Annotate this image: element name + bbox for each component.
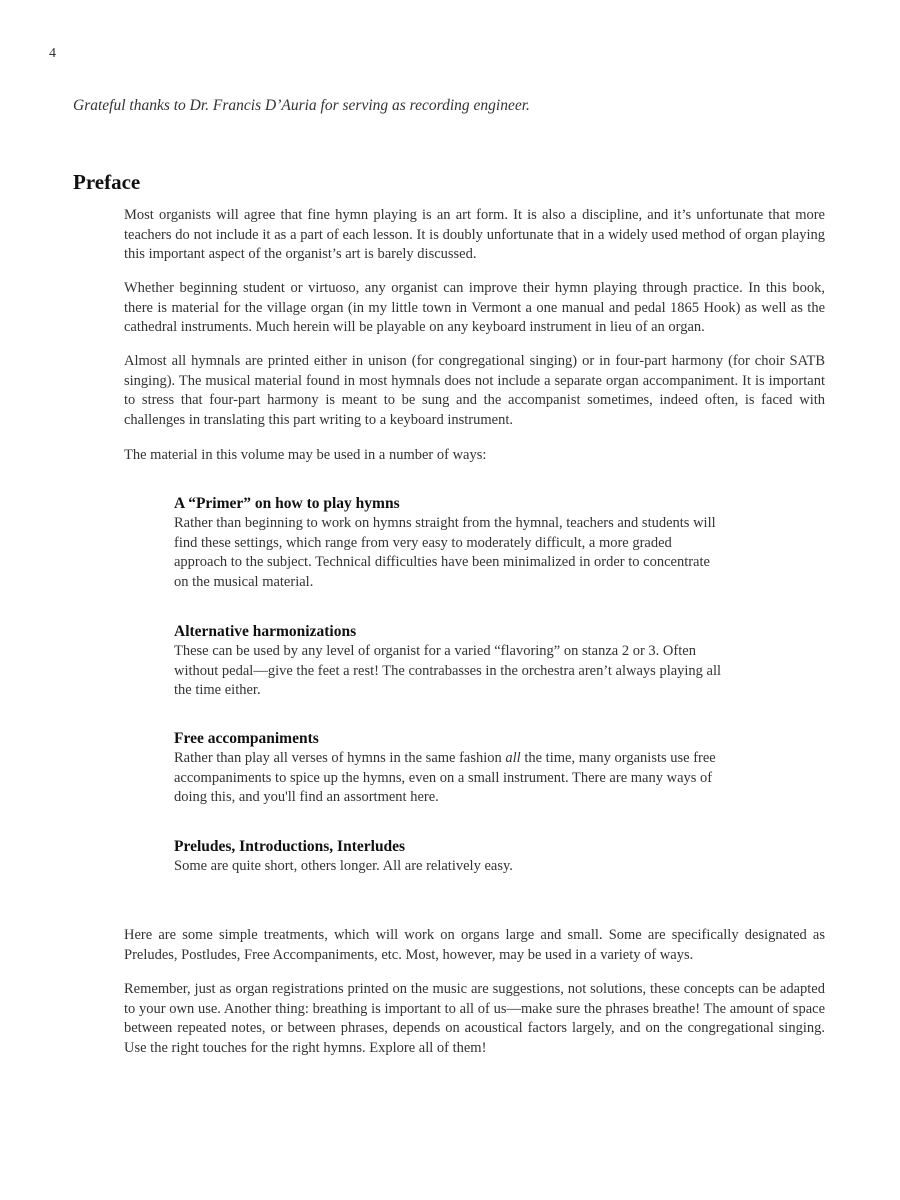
paragraph-text: Here are some simple treatments, which will work on organs large and small. Some are specifically designated as Preludes, Postludes, Free Accompaniments, etc. Most, however, may be used in a variety of ways.: [124, 927, 825, 963]
acknowledgement-line: Grateful thanks to Dr. Francis D’Auria for serving as recording engineer.: [73, 97, 530, 114]
preface-paragraph-1: [124, 206, 825, 265]
text-run: the time, many organists use free accompaniments to spice up the hymns, even on a small instrument. There are many ways of doing this, and you'll find an assortment here.: [174, 750, 716, 805]
paragraph-text: Whether beginning student or virtuoso, any organist can improve their hymn playing through practice. In this book, there is material for the village organ (in my little town in Vermont a one manual and pedal 1865 Hook) as well as the cathedral instruments. Much herein will be playable on any keyboard instrument in lieu of an organ.: [124, 280, 825, 335]
usage-section-free-accompaniments: [174, 729, 726, 808]
usage-section-title: Alternative harmonizations: [174, 623, 357, 640]
usage-section-text: Some are quite short, others longer. All are relatively easy.: [174, 858, 513, 874]
section-heading-preface: Preface: [73, 170, 141, 194]
preface-paragraph-2: [124, 279, 825, 338]
preface-paragraph-5: [124, 926, 825, 965]
usage-section-text: These can be used by any level of organist for a varied “flavoring” on stanza 2 or 3. Often without pedal—give the feet a rest! The contrabasses in the orchestra aren’t always playing all the time either.: [174, 643, 722, 698]
paragraph-text: Almost all hymnals are printed either in unison (for congregational singing) or in four-part harmony (for choir SATB singing). The musical material found in most hymnals does not include a separate organ accompaniment. It is important to stress that four-part harmony is meant to be sung and the accompanist sometimes, indeed often, is faced with challenges in translating this part writing to a keyboard instrument.: [124, 353, 825, 428]
paragraph-text: The material in this volume may be used in a number of ways:: [124, 447, 487, 463]
paragraph-text: Most organists will agree that fine hymn playing is an art form. It is also a discipline, and it’s unfortunate that more teachers do not include it as a part of each lesson. It is doubly unfortunate that in a widely used method of organ playing this important aspect of the organist’s art is barely discussed.: [124, 207, 825, 262]
usage-section-preludes: [174, 837, 726, 877]
page-number: 4: [49, 46, 56, 61]
usage-section-text: [174, 749, 726, 808]
emphasized-word: all: [505, 750, 521, 766]
paragraph-text: Remember, just as organ registrations printed on the music are suggestions, not solutions, these concepts can be adapted to your own use. Another thing: breathing is important to all of us—make sure the phrases breathe! The amount of space between repeated notes, or between phrases, depends on acoustical factors largely, and on the congregational singing. Use the right touches for the right hymns. Explore all of them!: [124, 981, 825, 1056]
usage-section-primer: [174, 494, 726, 592]
usage-section-title: Preludes, Introductions, Interludes: [174, 838, 406, 855]
usage-section-text: Rather than beginning to work on hymns straight from the hymnal, teachers and students will find these settings, which range from very easy to moderately difficult, a more graded approach to the subject. Technical difficulties have been minimalized in order to concentrate on the musical material.: [174, 515, 716, 590]
usage-section-title: Free accompaniments: [174, 730, 319, 747]
usage-section-title: A “Primer” on how to play hymns: [174, 495, 400, 512]
preface-paragraph-4: [124, 446, 825, 466]
usage-section-alternative: [174, 622, 726, 701]
preface-paragraph-6: [124, 980, 825, 1058]
text-run: Rather than play all verses of hymns in the same fashion: [174, 750, 506, 766]
preface-paragraph-3: [124, 352, 825, 430]
